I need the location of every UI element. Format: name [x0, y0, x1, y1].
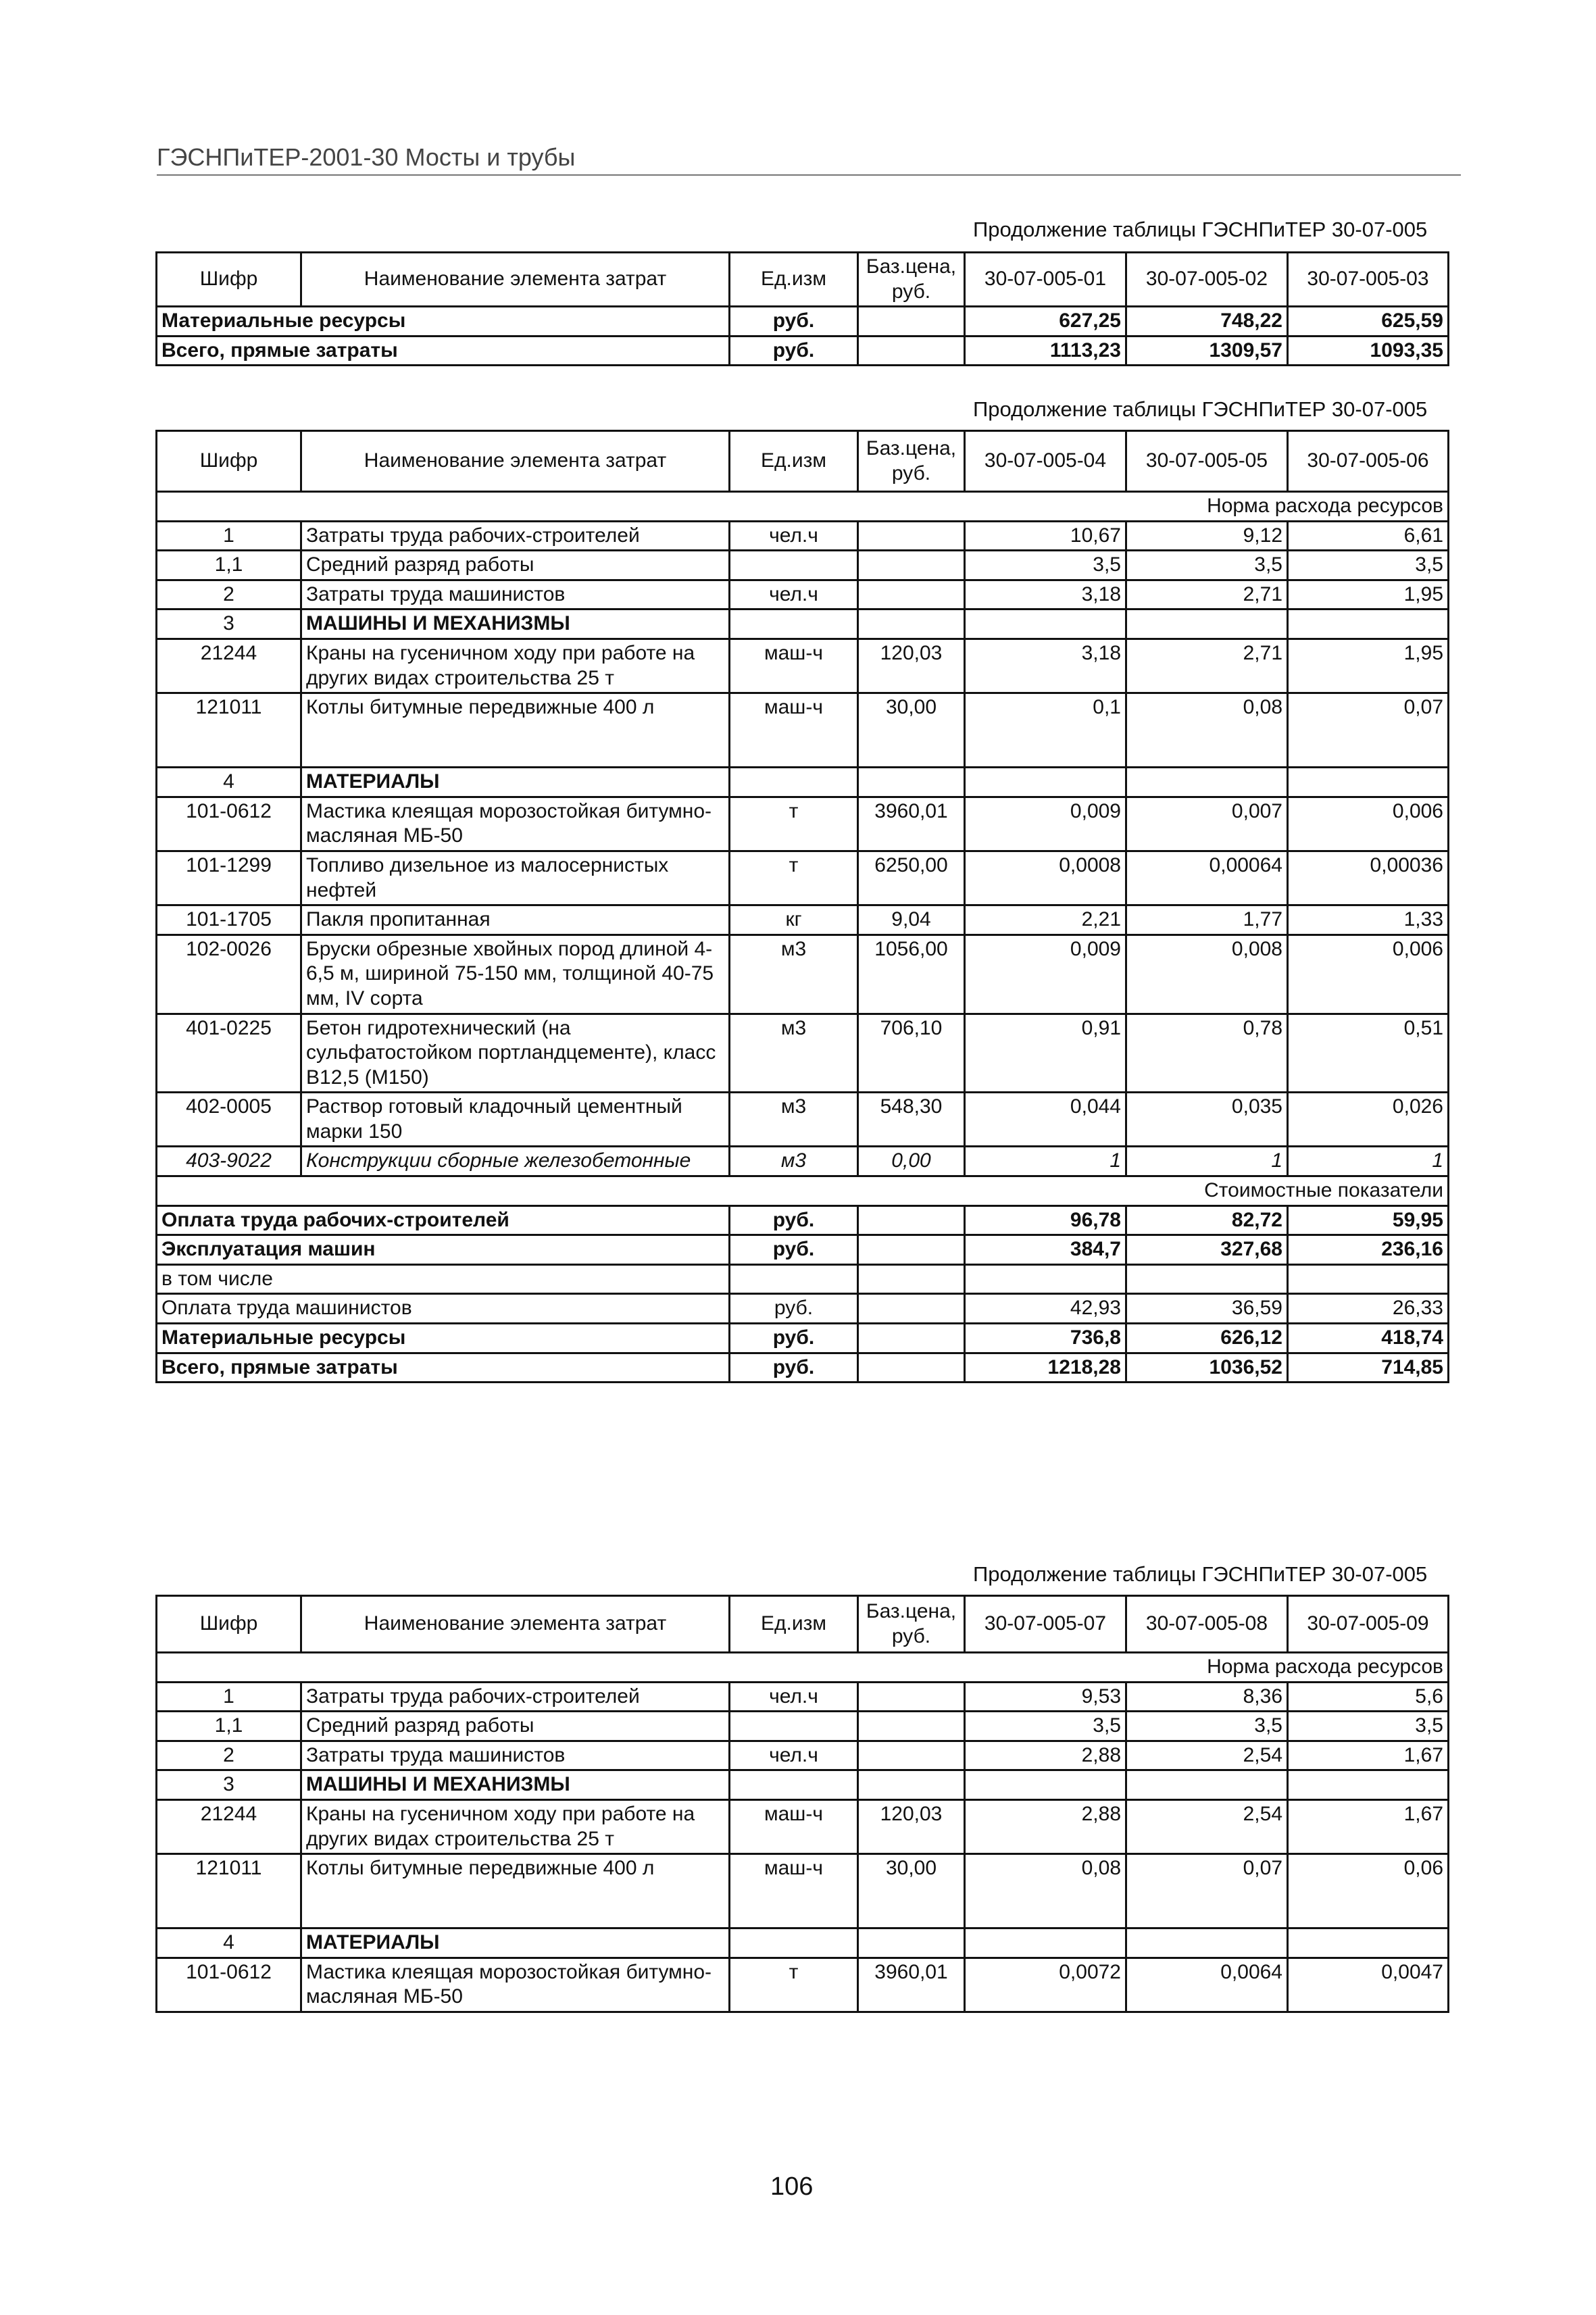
row-value: 2,54: [1126, 1799, 1288, 1853]
col-price-header: Баз.цена, руб.: [858, 1596, 965, 1653]
summary-value: [1288, 1264, 1449, 1294]
summary-price: [858, 1264, 965, 1294]
table-row: [157, 1093, 1449, 1147]
summary-row: [157, 1294, 1449, 1324]
row-code: 3: [157, 609, 301, 639]
summary-value: 1036,52: [1126, 1353, 1288, 1383]
summary-row: [157, 1324, 1449, 1353]
row-name: Средний разряд работы: [301, 1712, 730, 1741]
summary-price: [858, 1294, 965, 1324]
row-price: [858, 1741, 965, 1770]
row-value: 0,0072: [965, 1958, 1126, 2012]
row-code: 402-0005: [157, 1093, 301, 1147]
row-code: 121011: [157, 693, 301, 768]
row-code: 2: [157, 1741, 301, 1770]
summary-name: Материальные ресурсы: [157, 307, 730, 337]
row-value: 2,21: [965, 905, 1126, 935]
row-price: 30,00: [858, 693, 965, 768]
summary-row: [157, 1205, 1449, 1235]
row-value: [1126, 768, 1288, 797]
summary-value: 1093,35: [1288, 336, 1449, 366]
summary-unit: руб.: [730, 1353, 858, 1383]
row-name: Краны на гусеничном ходу при работе на других видах строительства 25 т: [301, 1799, 730, 1853]
row-value: 2,88: [965, 1799, 1126, 1853]
row-value: 1,67: [1288, 1741, 1449, 1770]
row-name: Котлы битумные передвижные 400 л: [301, 1854, 730, 1928]
row-value: [1288, 609, 1449, 639]
summary-value: 1218,28: [965, 1353, 1126, 1383]
row-price: 3960,01: [858, 797, 965, 851]
table-header-row: [157, 431, 1449, 492]
summary-value: 1113,23: [965, 336, 1126, 366]
row-value: 0,0064: [1126, 1958, 1288, 2012]
row-value: 0,006: [1288, 797, 1449, 851]
row-code: 101-1299: [157, 851, 301, 905]
row-name: Конструкции сборные железобетонные: [301, 1147, 730, 1176]
summary-value: 96,78: [965, 1205, 1126, 1235]
row-value: 0,0008: [965, 851, 1126, 905]
row-value: 2,71: [1126, 580, 1288, 609]
summary-value: 36,59: [1126, 1294, 1288, 1324]
norm-label: Норма расхода ресурсов: [157, 1653, 1449, 1683]
summary-row: [157, 336, 1449, 366]
col-code-1: 30-07-005-01: [965, 253, 1126, 307]
row-value: 0,006: [1288, 935, 1449, 1014]
row-price: 3960,01: [858, 1958, 965, 2012]
col-name-header: Наименование элемента затрат: [301, 253, 730, 307]
row-value: [965, 609, 1126, 639]
row-value: 0,78: [1126, 1014, 1288, 1093]
row-unit: [730, 1712, 858, 1741]
row-value: 5,6: [1288, 1682, 1449, 1712]
row-name: Затраты труда рабочих-строителей: [301, 1682, 730, 1712]
row-value: [1126, 1770, 1288, 1800]
row-price: [858, 768, 965, 797]
col-code-1: 30-07-005-04: [965, 431, 1126, 492]
row-name: Затраты труда рабочих-строителей: [301, 521, 730, 551]
summary-value: 26,33: [1288, 1294, 1449, 1324]
row-value: 3,5: [1126, 1712, 1288, 1741]
row-value: [1126, 609, 1288, 639]
row-name: МАШИНЫ И МЕХАНИЗМЫ: [301, 1770, 730, 1800]
col-code-2: 30-07-005-05: [1126, 431, 1288, 492]
summary-price: [858, 307, 965, 337]
row-price: [858, 1712, 965, 1741]
summary-body: [157, 1205, 1449, 1383]
table-row: [157, 1799, 1449, 1853]
document-header: ГЭСНПиТЕР-2001-30 Мосты и трубы: [157, 143, 576, 171]
col-code-header: Шифр: [157, 253, 301, 307]
row-name: Котлы битумные передвижные 400 л: [301, 693, 730, 768]
table-row: [157, 693, 1449, 768]
table-row: [157, 639, 1449, 693]
col-code-header: Шифр: [157, 431, 301, 492]
resource-table-2: [155, 430, 1449, 1383]
summary-row: [157, 307, 1449, 337]
row-code: 3: [157, 1770, 301, 1800]
summary-row: [157, 1235, 1449, 1265]
row-code: 401-0225: [157, 1014, 301, 1093]
row-unit: [730, 1928, 858, 1958]
row-price: 0,00: [858, 1147, 965, 1176]
row-unit: маш-ч: [730, 693, 858, 768]
row-value: 1,33: [1288, 905, 1449, 935]
row-unit: [730, 768, 858, 797]
table-row: [157, 1147, 1449, 1176]
row-price: [858, 1928, 965, 1958]
summary-value: 42,93: [965, 1294, 1126, 1324]
row-value: 3,5: [965, 551, 1126, 580]
row-value: 9,12: [1126, 521, 1288, 551]
row-unit: кг: [730, 905, 858, 935]
row-code: 121011: [157, 1854, 301, 1928]
row-value: [1288, 768, 1449, 797]
row-unit: чел.ч: [730, 580, 858, 609]
resource-table-1: [155, 251, 1449, 366]
row-code: 1,1: [157, 551, 301, 580]
row-value: 0,1: [965, 693, 1126, 768]
norm-label: Норма расхода ресурсов: [157, 492, 1449, 522]
row-value: [1126, 1928, 1288, 1958]
row-value: 0,009: [965, 935, 1126, 1014]
row-price: 120,03: [858, 639, 965, 693]
table-row: [157, 935, 1449, 1014]
norm-label-row: [157, 492, 1449, 522]
row-value: 0,51: [1288, 1014, 1449, 1093]
row-value: 0,007: [1126, 797, 1288, 851]
summary-row: [157, 1353, 1449, 1383]
table-row: [157, 1014, 1449, 1093]
summary-price: [858, 1353, 965, 1383]
row-unit: т: [730, 1958, 858, 2012]
row-value: 1: [1288, 1147, 1449, 1176]
summary-name: Всего, прямые затраты: [157, 1353, 730, 1383]
col-code-header: Шифр: [157, 1596, 301, 1653]
summary-unit: руб.: [730, 1235, 858, 1265]
row-name: Пакля пропитанная: [301, 905, 730, 935]
cost-label: Стоимостные показатели: [157, 1176, 1449, 1206]
row-price: 548,30: [858, 1093, 965, 1147]
row-unit: т: [730, 797, 858, 851]
table-row: [157, 1741, 1449, 1770]
summary-value: 418,74: [1288, 1324, 1449, 1353]
row-name: МАТЕРИАЛЫ: [301, 1928, 730, 1958]
row-value: 0,0047: [1288, 1958, 1449, 2012]
cost-label-row: [157, 1176, 1449, 1206]
table-row: [157, 521, 1449, 551]
row-unit: м3: [730, 1014, 858, 1093]
row-value: 0,07: [1126, 1854, 1288, 1928]
row-price: [858, 1682, 965, 1712]
row-code: 1: [157, 521, 301, 551]
summary-name: Материальные ресурсы: [157, 1324, 730, 1353]
row-value: 3,18: [965, 580, 1126, 609]
col-price-header: Баз.цена, руб.: [858, 431, 965, 492]
row-unit: маш-ч: [730, 1854, 858, 1928]
row-value: 2,71: [1126, 639, 1288, 693]
row-value: 2,88: [965, 1741, 1126, 1770]
row-value: 0,07: [1288, 693, 1449, 768]
summary-value: 714,85: [1288, 1353, 1449, 1383]
row-name: Средний разряд работы: [301, 551, 730, 580]
summary-unit: руб.: [730, 336, 858, 366]
row-value: 1: [1126, 1147, 1288, 1176]
summary-value: 626,12: [1126, 1324, 1288, 1353]
row-price: 9,04: [858, 905, 965, 935]
row-value: 3,5: [1288, 551, 1449, 580]
row-price: [858, 609, 965, 639]
row-value: 0,06: [1288, 1854, 1449, 1928]
row-value: 0,00036: [1288, 851, 1449, 905]
summary-price: [858, 1235, 965, 1265]
row-value: 0,08: [1126, 693, 1288, 768]
row-name: Раствор готовый кладочный цементный марки 150: [301, 1093, 730, 1147]
row-value: 8,36: [1126, 1682, 1288, 1712]
summary-value: 236,16: [1288, 1235, 1449, 1265]
table-row: [157, 768, 1449, 797]
row-value: 1: [965, 1147, 1126, 1176]
col-code-3: 30-07-005-09: [1288, 1596, 1449, 1653]
table-row: [157, 905, 1449, 935]
row-price: [858, 580, 965, 609]
row-code: 21244: [157, 1799, 301, 1853]
row-name: МАШИНЫ И МЕХАНИЗМЫ: [301, 609, 730, 639]
row-price: [858, 551, 965, 580]
row-value: 0,035: [1126, 1093, 1288, 1147]
row-value: 3,5: [965, 1712, 1126, 1741]
row-unit: [730, 609, 858, 639]
row-code: 101-1705: [157, 905, 301, 935]
row-unit: чел.ч: [730, 1741, 858, 1770]
summary-value: 627,25: [965, 307, 1126, 337]
row-name: Затраты труда машинистов: [301, 580, 730, 609]
table-row: [157, 851, 1449, 905]
row-value: [965, 1928, 1126, 1958]
col-name-header: Наименование элемента затрат: [301, 431, 730, 492]
row-price: 120,03: [858, 1799, 965, 1853]
page-number: 106: [770, 2172, 814, 2201]
row-name: Мастика клеящая морозостойкая битумно-масляная МБ-50: [301, 797, 730, 851]
row-price: [858, 521, 965, 551]
row-value: 10,67: [965, 521, 1126, 551]
summary-name: Эксплуатация машин: [157, 1235, 730, 1265]
row-code: 1,1: [157, 1712, 301, 1741]
row-value: 0,044: [965, 1093, 1126, 1147]
table-row: [157, 551, 1449, 580]
summary-value: 748,22: [1126, 307, 1288, 337]
col-name-header: Наименование элемента затрат: [301, 1596, 730, 1653]
col-code-1: 30-07-005-07: [965, 1596, 1126, 1653]
row-code: 101-0612: [157, 1958, 301, 2012]
row-value: 0,008: [1126, 935, 1288, 1014]
row-code: 1: [157, 1682, 301, 1712]
col-unit-header: Ед.изм: [730, 431, 858, 492]
row-unit: [730, 551, 858, 580]
summary-value: 1309,57: [1126, 336, 1288, 366]
table-row: [157, 580, 1449, 609]
col-unit-header: Ед.изм: [730, 1596, 858, 1653]
norm-label-row: [157, 1653, 1449, 1683]
row-value: 6,61: [1288, 521, 1449, 551]
row-value: 0,08: [965, 1854, 1126, 1928]
summary-value: 625,59: [1288, 307, 1449, 337]
row-value: 0,91: [965, 1014, 1126, 1093]
row-name: Краны на гусеничном ходу при работе на других видах строительства 25 т: [301, 639, 730, 693]
row-name: Топливо дизельное из малосернистых нефтей: [301, 851, 730, 905]
table-header-row: [157, 1596, 1449, 1653]
continuation-caption: Продолжение таблицы ГЭСНПиТЕР 30-07-005: [973, 397, 1428, 421]
col-price-header: Баз.цена, руб.: [858, 253, 965, 307]
rows-body: [157, 521, 1449, 1176]
summary-name: Оплата труда машинистов: [157, 1294, 730, 1324]
summary-value: [1126, 1264, 1288, 1294]
summary-unit: [730, 1264, 858, 1294]
summary-unit: руб.: [730, 1294, 858, 1324]
summary-price: [858, 336, 965, 366]
rows-body: [157, 1682, 1449, 2012]
row-value: 3,5: [1126, 551, 1288, 580]
row-unit: м3: [730, 1093, 858, 1147]
table-row: [157, 1770, 1449, 1800]
continuation-caption: Продолжение таблицы ГЭСНПиТЕР 30-07-005: [973, 218, 1428, 241]
row-value: [1288, 1928, 1449, 1958]
summary-unit: руб.: [730, 1205, 858, 1235]
row-value: 9,53: [965, 1682, 1126, 1712]
resource-table-3: [155, 1595, 1449, 2013]
row-value: 3,5: [1288, 1712, 1449, 1741]
table-row: [157, 1682, 1449, 1712]
row-name: Бруски обрезные хвойных пород длиной 4-6,5 м, шириной 75-150 мм, толщиной 40-75 мм, IV сорта: [301, 935, 730, 1014]
table-row: [157, 1958, 1449, 2012]
row-unit: чел.ч: [730, 521, 858, 551]
row-name: Бетон гидротехнический (на сульфатостойком портландцементе), класс В12,5 (М150): [301, 1014, 730, 1093]
summary-value: 59,95: [1288, 1205, 1449, 1235]
row-unit: [730, 1770, 858, 1800]
header-rule: [157, 174, 1461, 176]
row-value: 1,77: [1126, 905, 1288, 935]
row-code: 2: [157, 580, 301, 609]
row-price: 1056,00: [858, 935, 965, 1014]
row-value: 1,95: [1288, 639, 1449, 693]
row-value: 1,67: [1288, 1799, 1449, 1853]
col-code-3: 30-07-005-06: [1288, 431, 1449, 492]
summary-price: [858, 1205, 965, 1235]
row-code: 403-9022: [157, 1147, 301, 1176]
summary-unit: руб.: [730, 1324, 858, 1353]
row-code: 4: [157, 1928, 301, 1958]
row-name: Мастика клеящая морозостойкая битумно-масляная МБ-50: [301, 1958, 730, 2012]
row-price: 6250,00: [858, 851, 965, 905]
row-value: 0,009: [965, 797, 1126, 851]
row-code: 4: [157, 768, 301, 797]
row-price: [858, 1770, 965, 1800]
row-value: [1288, 1770, 1449, 1800]
row-price: 30,00: [858, 1854, 965, 1928]
row-code: 21244: [157, 639, 301, 693]
summary-unit: руб.: [730, 307, 858, 337]
summary-row: [157, 1264, 1449, 1294]
summary-name: Оплата труда рабочих-строителей: [157, 1205, 730, 1235]
summary-value: [965, 1264, 1126, 1294]
row-unit: т: [730, 851, 858, 905]
row-name: Затраты труда машинистов: [301, 1741, 730, 1770]
row-code: 101-0612: [157, 797, 301, 851]
summary-value: 82,72: [1126, 1205, 1288, 1235]
table-row: [157, 1712, 1449, 1741]
row-value: [965, 768, 1126, 797]
row-price: 706,10: [858, 1014, 965, 1093]
table-row: [157, 1854, 1449, 1928]
row-code: 102-0026: [157, 935, 301, 1014]
summary-value: 327,68: [1126, 1235, 1288, 1265]
row-value: 2,54: [1126, 1741, 1288, 1770]
table-header-row: [157, 253, 1449, 307]
col-code-2: 30-07-005-02: [1126, 253, 1288, 307]
row-unit: маш-ч: [730, 1799, 858, 1853]
summary-value: 736,8: [965, 1324, 1126, 1353]
col-code-2: 30-07-005-08: [1126, 1596, 1288, 1653]
row-value: 0,026: [1288, 1093, 1449, 1147]
summary-value: 384,7: [965, 1235, 1126, 1265]
table-row: [157, 609, 1449, 639]
row-value: 1,95: [1288, 580, 1449, 609]
row-name: МАТЕРИАЛЫ: [301, 768, 730, 797]
row-unit: м3: [730, 935, 858, 1014]
table-row: [157, 1928, 1449, 1958]
summary-name: Всего, прямые затраты: [157, 336, 730, 366]
row-value: 3,18: [965, 639, 1126, 693]
summary-price: [858, 1324, 965, 1353]
row-unit: м3: [730, 1147, 858, 1176]
continuation-caption: Продолжение таблицы ГЭСНПиТЕР 30-07-005: [973, 1562, 1428, 1586]
row-unit: маш-ч: [730, 639, 858, 693]
row-value: 0,00064: [1126, 851, 1288, 905]
row-unit: чел.ч: [730, 1682, 858, 1712]
summary-name: в том числе: [157, 1264, 730, 1294]
col-code-3: 30-07-005-03: [1288, 253, 1449, 307]
table-row: [157, 797, 1449, 851]
row-value: [965, 1770, 1126, 1800]
col-unit-header: Ед.изм: [730, 253, 858, 307]
